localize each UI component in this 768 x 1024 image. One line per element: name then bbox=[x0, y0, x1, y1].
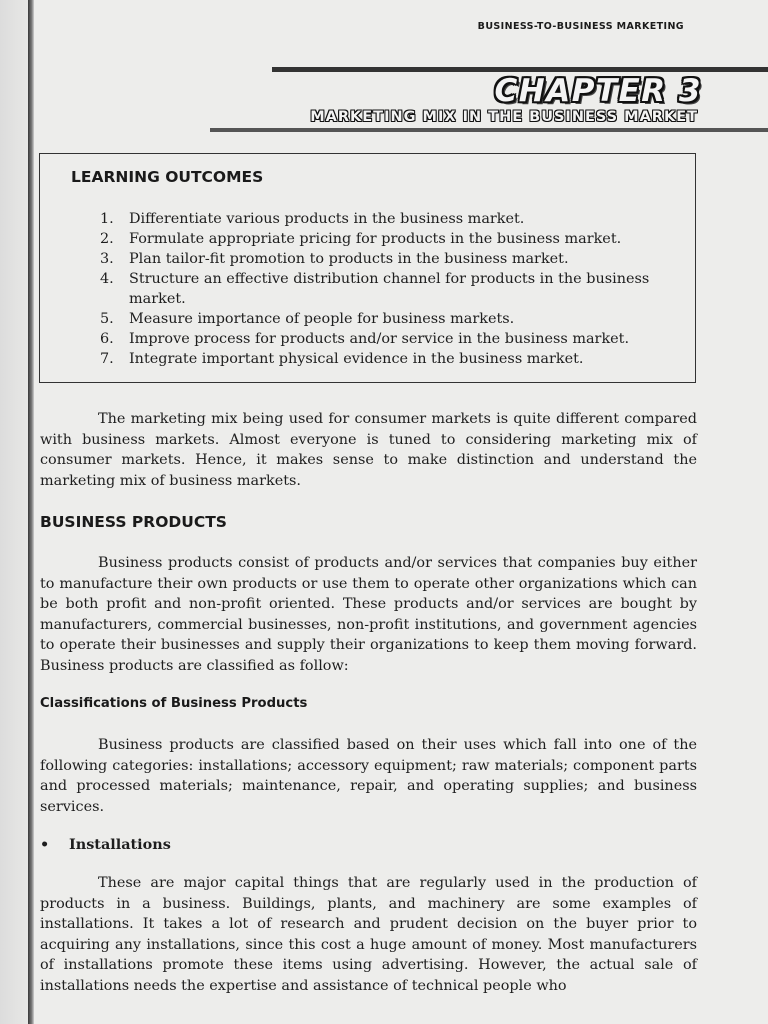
chapter-rule-top bbox=[272, 67, 768, 72]
list-item bbox=[100, 309, 672, 329]
intro-paragraph: The marketing mix being used for consumer markets is quite different compared with business markets. Almost everyone is tuned to considering marketing mix of consumer markets. Hence, it makes sense to make distinction and understand the marketing mix of business markets. bbox=[40, 411, 697, 489]
list-item bbox=[100, 229, 672, 249]
learning-outcomes-box bbox=[39, 153, 696, 383]
list-item bbox=[100, 349, 672, 369]
list-item-number: 5. bbox=[100, 311, 114, 327]
list-item-text: Measure importance of people for business markets. bbox=[129, 311, 515, 327]
list-item bbox=[100, 209, 672, 229]
classifications-paragraph: Business products are classified based on their uses which fall into one of the following categories: installations; accessory equipment; raw materials; component parts and processed materials; maintenance, repair, and operating supplies; and business services. bbox=[40, 737, 697, 815]
list-item-number: 2. bbox=[100, 231, 114, 247]
classifications-heading: Classifications of Business Products bbox=[40, 696, 308, 711]
installations-heading: Installations bbox=[69, 836, 171, 853]
installations-paragraph: These are major capital things that are regularly used in the production of products in a business. Buildings, plants, and machinery are some examples of installations. It takes a lot of research and prudent decision on the buyer prior to acquiring any installations, since this cost a huge amount of money. Most manufacturers of installations promote these items using advertising. However, the actual sale of installations needs the expertise and assistance of technical people who bbox=[40, 875, 697, 994]
list-item-text: Differentiate various products in the business market. bbox=[129, 211, 525, 227]
list-item-text: Integrate important physical evidence in the business market. bbox=[129, 351, 584, 367]
list-item-text: Plan tailor-fit promotion to products in the business market. bbox=[129, 251, 569, 267]
list-item bbox=[100, 269, 672, 309]
page-gutter-shadow bbox=[0, 0, 28, 1024]
list-item-number: 7. bbox=[100, 351, 114, 367]
chapter-title: CHAPTER 3 bbox=[494, 73, 702, 109]
learning-outcomes-heading: LEARNING OUTCOMES bbox=[71, 168, 264, 186]
business-products-heading: BUSINESS PRODUCTS bbox=[40, 513, 227, 531]
list-item-text: Improve process for products and/or service in the business market. bbox=[129, 331, 630, 347]
chapter-rule-bottom bbox=[210, 128, 768, 132]
running-head: BUSINESS-TO-BUSINESS MARKETING bbox=[477, 21, 684, 32]
chapter-subtitle: MARKETING MIX IN THE BUSINESS MARKET bbox=[310, 109, 698, 125]
list-item-number: 6. bbox=[100, 331, 114, 347]
learning-outcomes-list bbox=[100, 209, 672, 369]
list-item bbox=[100, 329, 672, 349]
business-products-paragraph: Business products consist of products and/or services that companies buy either to manufacture their own products or use them to operate other organizations which can be both profit and non-profit oriented. These products and/or services are bought by manufacturers, commercial businesses, non-profit institutions, and government agencies to operate their businesses and supply their organizations to keep them moving forward. Business products are classified as follow: bbox=[40, 555, 697, 674]
list-item-text: Formulate appropriate pricing for products in the business market. bbox=[129, 231, 622, 247]
book-spine bbox=[28, 0, 34, 1024]
list-item bbox=[100, 249, 672, 269]
bullet-icon: • bbox=[40, 836, 50, 853]
list-item-text: Structure an effective distribution channel for products in the business market. bbox=[129, 271, 650, 307]
list-item-number: 4. bbox=[100, 271, 114, 287]
list-item-number: 3. bbox=[100, 251, 114, 267]
list-item-number: 1. bbox=[100, 211, 114, 227]
